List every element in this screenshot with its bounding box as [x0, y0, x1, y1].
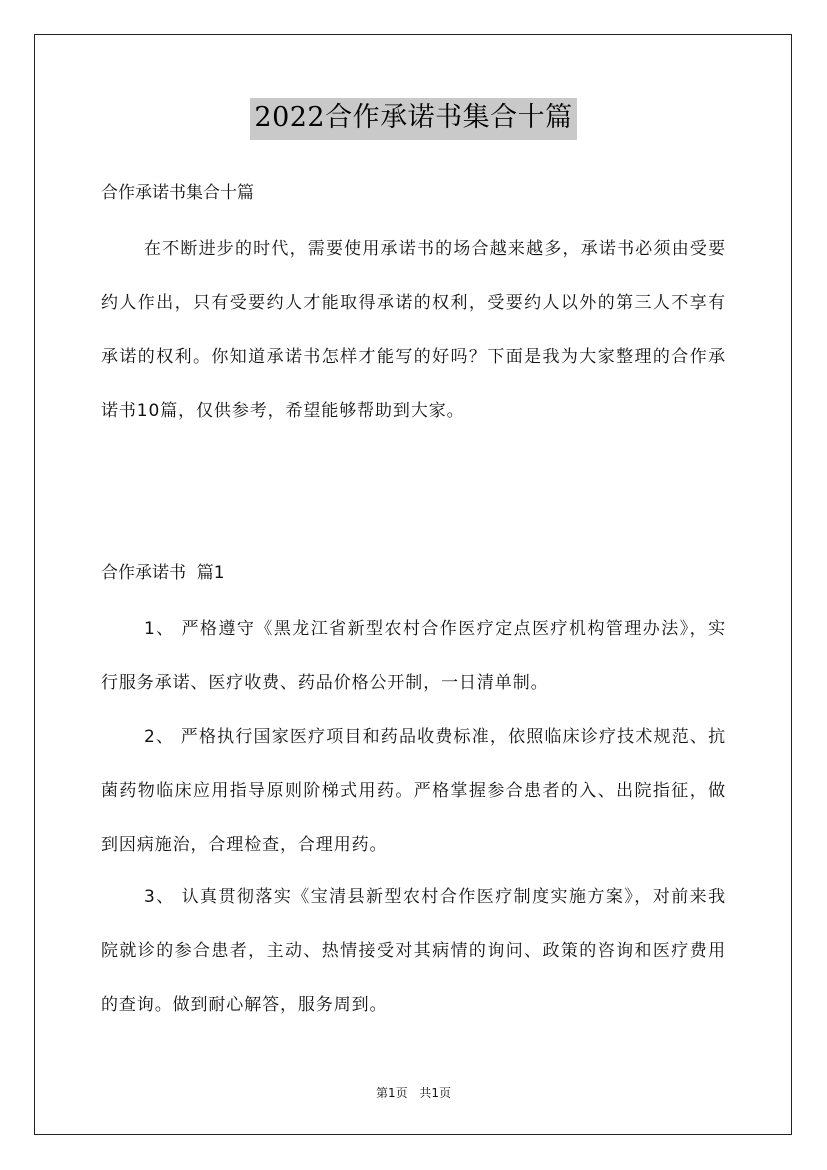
- title-container: [0, 98, 827, 140]
- list-item: 2、 严格执行国家医疗项目和药品收费标准，依照临床诊疗技术规范、抗菌药物临床应用指导原则阶梯式用药。严格掌握参合患者的入、出院指征，做到因病施治，合理检查，合理用药。: [101, 727, 726, 855]
- document-title: 2022合作承诺书集合十篇: [250, 98, 576, 140]
- page-number: 第1页: [375, 1086, 408, 1100]
- intro-paragraph: 在不断进步的时代，需要使用承诺书的场合越来越多，承诺书必须由受要约人作出，只有受要约人才能取得承诺的权利，受要约人以外的第三人不享有承诺的权利。你知道承诺书怎样才能写的好吗？下面是我为大家整理的合作承诺书10篇，仅供参考，希望能够帮助到大家。: [101, 239, 726, 421]
- page-footer: [0, 1085, 827, 1101]
- section-heading: 合作承诺书 篇1: [101, 563, 225, 583]
- page-total: 共1页: [419, 1086, 452, 1100]
- list-item: 3、 认真贯彻落实《宝清县新型农村合作医疗制度实施方案》，对前来我院就诊的参合患者，主动、热情接受对其病情的询问、政策的咨询和医疗费用的查询。做到耐心解答，服务周到。: [101, 887, 726, 1015]
- list-item: 1、 严格遵守《黑龙江省新型农村合作医疗定点医疗机构管理办法》，实行服务承诺、医疗收费、药品价格公开制，一日清单制。: [101, 619, 726, 693]
- document-subtitle: 合作承诺书集合十篇: [101, 183, 254, 203]
